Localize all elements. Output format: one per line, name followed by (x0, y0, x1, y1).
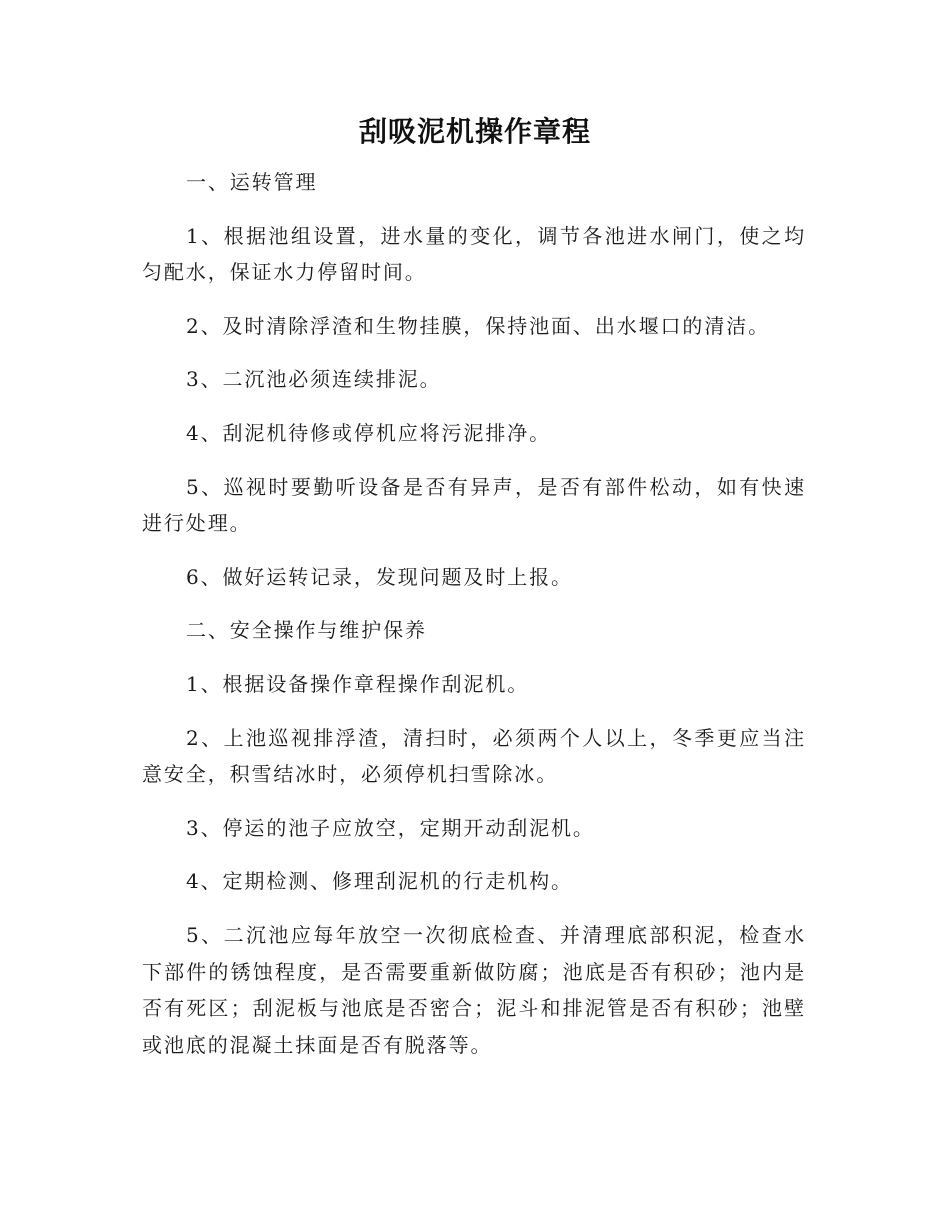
paragraph-item: 3、停运的池子应放空，定期开动刮泥机。 (186, 815, 595, 840)
paragraph-item: 2、及时清除浮渣和生物挂膜，保持池面、出水堰口的清洁。 (186, 313, 771, 338)
section-heading-operation: 一、运转管理 (186, 170, 318, 194)
paragraph-item: 1、根据设备操作章程操作刮泥机。 (186, 671, 530, 696)
paragraph-item: 1、根据池组设置，进水量的变化，调节各池进水闸门，使之均匀配水，保证水力停留时间。 (142, 223, 806, 285)
paragraph-item: 3、二沉池必须连续排泥。 (186, 367, 442, 392)
paragraph-item: 5、二沉池应每年放空一次彻底检查、并清理底部积泥，检查水下部件的锈蚀程度，是否需要重新做防腐；池底是否有积砂；池内是否有死区；刮泥板与池底是否密合；泥斗和排泥管是否有积砂；池壁或池底的混凝土抹面是否有脱落等。 (142, 922, 806, 1057)
paragraph-item: 2、上池巡视排浮渣，清扫时，必须两个人以上，冬季更应当注意安全，积雪结冰时，必须停机扫雪除冰。 (142, 725, 806, 787)
section-heading-safety: 二、安全操作与维护保养 (186, 618, 427, 643)
document-body (142, 164, 806, 1080)
paragraph-item: 5、巡视时要勤听设备是否有异声，是否有部件松动，如有快速进行处理。 (142, 474, 806, 536)
document-title: 刮吸泥机操作章程 (358, 115, 591, 148)
paragraph-item: 4、定期检测、修理刮泥机的行走机构。 (186, 869, 573, 894)
paragraph-item: 4、刮泥机待修或停机应将污泥排净。 (186, 420, 552, 445)
paragraph-item: 6、做好运转记录，发现问题及时上报。 (186, 564, 573, 589)
